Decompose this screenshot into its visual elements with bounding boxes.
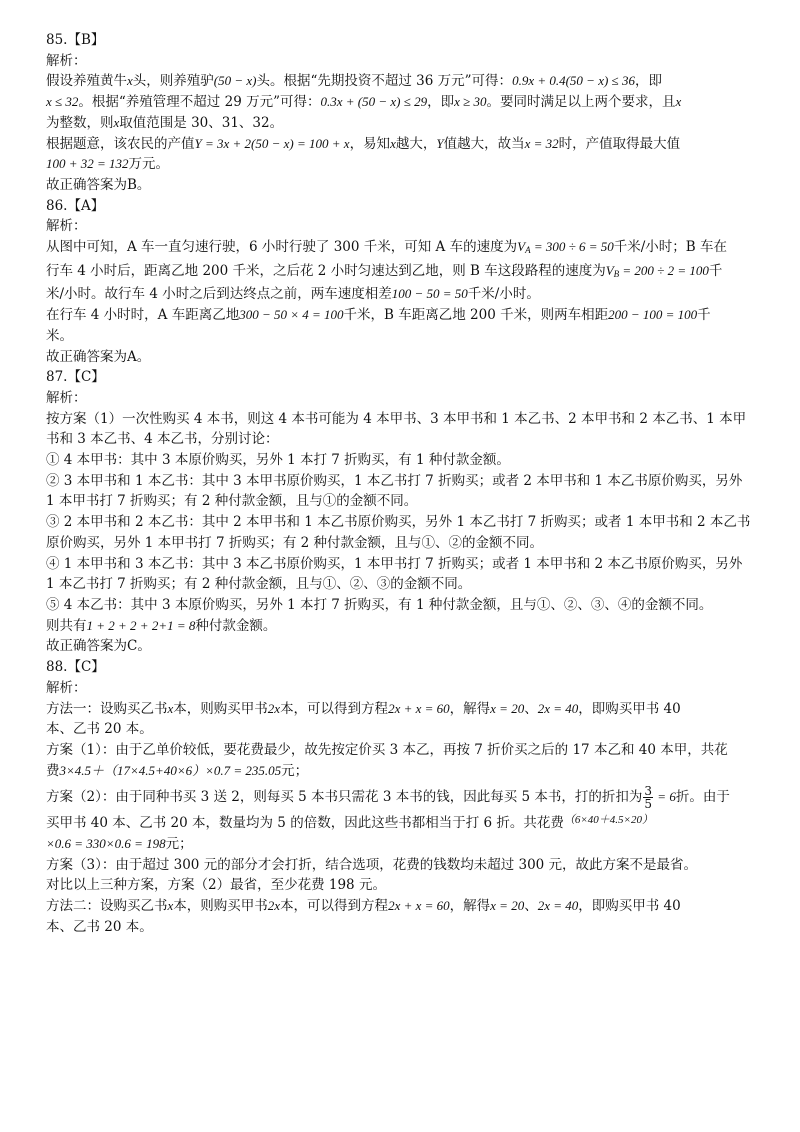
line-text: 行车 4 小时后，距离乙地 200 千米，之后花 2 小时匀速达到乙地，则 B 车这段路程的速度为: [46, 262, 606, 279]
math-expression: 2x: [267, 700, 281, 716]
text-line: [46, 261, 754, 285]
math-expression: V: [517, 239, 526, 255]
line-text: 种付款金额。: [195, 617, 277, 634]
fraction-denominator: 5: [644, 797, 653, 812]
line-text: 假设养殖黄牛: [46, 73, 127, 90]
math-expression: x ≤ 32: [46, 94, 79, 110]
line-text: 解析：: [46, 679, 87, 696]
math-expression: = 6: [654, 789, 676, 805]
line-text: 本，可以得到方程: [280, 700, 389, 717]
line-text: 米。: [46, 327, 73, 344]
text-line: [46, 71, 754, 92]
text-line: [46, 175, 754, 196]
line-text: 千米/小时。: [467, 286, 540, 303]
line-text: 对比以上三种方案，方案（2）最省，至少花费 198 元。: [46, 877, 386, 894]
text-line: [46, 388, 754, 409]
math-expression: 100 − 50 = 50: [391, 286, 468, 302]
line-text: ，解得: [449, 898, 491, 915]
line-text: ⑤ 4 本乙书：其中 3 本原价购买，另外 1 本打 7 折购买，有 1 种付款金额，且与①、②、③、④的金额不同。: [46, 596, 713, 613]
fraction: [643, 785, 653, 810]
text-line: [46, 30, 754, 51]
line-text: 本、乙书 20 本。: [46, 721, 153, 738]
math-expression: = 200 ÷ 2 = 100: [619, 262, 709, 278]
math-expression: 2x + x = 60: [388, 700, 450, 716]
line-text: 买甲书 40 本、乙书 20 本，数量均为 5 的倍数，因此这些书都相当于打 6 折。共花费: [46, 815, 564, 832]
line-text: 千: [708, 262, 723, 279]
text-line: [46, 429, 754, 450]
text-line: [46, 154, 754, 175]
line-text: 元；: [281, 762, 309, 779]
text-line: [46, 92, 754, 113]
text-line: [46, 471, 754, 492]
line-text: ，解得: [449, 700, 491, 717]
math-expression: （6×40＋4.5×20）: [563, 814, 653, 827]
line-text: 解析：: [46, 389, 87, 406]
line-text: ，即购买甲书 40: [578, 700, 681, 717]
text-line: [46, 284, 754, 305]
line-text: 则共有: [46, 617, 87, 634]
text-line: [46, 834, 754, 855]
line-text: 解析：: [46, 52, 87, 69]
text-line: [46, 719, 754, 740]
line-text: 按方案（1）一次性购买 4 本书，则这 4 本书可能为 4 本甲书、3 本甲书和 1 本乙书、2 本甲书和 2 本乙书、1 本甲: [46, 410, 747, 427]
line-text: 本、乙书 20 本。: [46, 918, 153, 935]
line-text: 千: [697, 307, 711, 324]
line-text: 越大，: [395, 135, 437, 152]
line-text: 方案（3）：由于超过 300 元的部分才会打折，结合选项，花费的钱数均未超过 300 元，故此方案不是最省。: [46, 856, 698, 873]
line-text: 、: [524, 700, 538, 717]
text-line: [46, 785, 754, 810]
line-text: 折。由于: [675, 789, 730, 806]
line-text: 方案（1）：由于乙单价较低，要花费最少，故先按定价买 3 本乙，再按 7 折价买之后的 17 本乙和 40 本甲，共花: [46, 741, 728, 758]
math-expression: x ≥ 30: [454, 94, 487, 110]
math-expression: x = 32: [524, 135, 559, 151]
line-text: 故正确答案为C。: [46, 638, 151, 655]
line-text: 本，则购买甲书: [173, 898, 268, 915]
line-text: ④ 1 本甲书和 3 本乙书：其中 3 本乙书原价购买，1 本甲书打 7 折购买；或者 1 本甲书和 2 本乙书原价购买，另外: [46, 555, 743, 572]
text-line: [46, 875, 754, 896]
text-line: [46, 595, 754, 616]
line-text: 87.【C】: [46, 369, 105, 386]
line-text: 头。根据“先期投资不超过 36 万元”可得：: [256, 73, 513, 90]
math-expression: 0.3x + (50 − x) ≤ 29: [320, 94, 428, 110]
math-expression: x: [113, 114, 120, 130]
math-expression: 1 + 2 + 2 + 2+1 = 8: [86, 617, 196, 633]
math-expression: V: [605, 262, 614, 278]
line-text: 费: [46, 762, 60, 779]
line-text: 故正确答案为A。: [46, 348, 151, 365]
line-text: 方案（2）：由于同种书买 3 送 2，则每买 5 本书只需花 3 本书的钱，因此每买 5 本书，打的折扣为: [46, 789, 643, 806]
text-line: [46, 657, 754, 678]
text-line: [46, 512, 754, 533]
math-expression: B: [613, 268, 620, 279]
text-line: [46, 450, 754, 471]
line-text: ，即: [634, 73, 662, 90]
text-line: [46, 216, 754, 237]
line-text: ③ 2 本甲书和 2 本乙书：其中 2 本甲书和 1 本乙书原价购买，另外 1 本乙书打 7 折购买；或者 1 本甲书和 2 本乙书: [46, 514, 751, 531]
math-expression: Y = 3x + 2(50 − x) = 100 + x: [194, 135, 350, 151]
line-text: 万元。: [128, 156, 170, 173]
line-text: 。要同时满足以上两个要求，且: [486, 94, 676, 111]
math-expression: Y: [436, 135, 444, 151]
math-expression: 200 − 100 = 100: [608, 307, 698, 323]
line-text: 方法一：设购买乙书: [46, 700, 168, 717]
line-text: ，易知: [349, 135, 391, 152]
line-text: 时，产值取得最大值: [558, 135, 681, 152]
line-text: 本，可以得到方程: [280, 898, 389, 915]
text-line: [46, 134, 754, 155]
line-text: 原价购买，另外 1 本甲书打 7 折购买；有 2 种付款金额，且与①、②的金额不同。: [46, 534, 544, 551]
math-expression: 3×4.5＋（17×4.5+40×6）×0.7 = 235.05: [59, 762, 282, 778]
line-text: 头，则养殖驴: [132, 73, 214, 90]
line-text: ，即: [427, 94, 455, 111]
math-expression: 0.9x + 0.4(50 − x) ≤ 36: [512, 73, 635, 89]
text-line: [46, 740, 754, 761]
math-expression: ×0.6 = 330×0.6 = 198: [46, 836, 166, 852]
line-text: 值越大，故当: [443, 135, 525, 152]
line-text: 米/小时。故行车 4 小时之后到达终点之前，两车速度相差: [46, 286, 392, 303]
line-text: 。根据“养殖管理不超过 29 万元”可得：: [78, 94, 321, 111]
math-expression: 2x + x = 60: [388, 898, 450, 914]
text-line: [46, 636, 754, 657]
line-text: ① 4 本甲书：其中 3 本原价购买，另外 1 本打 7 折购买，有 1 种付款金额。: [46, 452, 510, 469]
math-expression: 2x: [267, 898, 281, 914]
math-expression: x: [167, 898, 174, 914]
line-text: 方法二：设购买乙书: [46, 898, 168, 915]
line-text: 书和 3 本乙书、4 本乙书，分别讨论：: [46, 431, 279, 448]
text-line: [46, 810, 754, 834]
math-expression: 2x = 40: [537, 700, 579, 716]
line-text: 、: [524, 898, 538, 915]
line-text: 85.【B】: [46, 32, 105, 48]
math-expression: x: [390, 135, 396, 151]
text-line: [46, 761, 754, 782]
math-expression: (50 − x): [213, 73, 257, 89]
text-line: [46, 699, 754, 720]
text-line: [46, 196, 754, 217]
math-expression: 300 − 50 × 4 = 100: [239, 307, 344, 323]
text-line: [46, 574, 754, 595]
line-text: 元；: [165, 836, 193, 853]
line-text: 解析：: [46, 218, 87, 235]
text-line: [46, 409, 754, 430]
line-text: 为整数，则: [46, 114, 114, 131]
text-line: [46, 367, 754, 388]
math-expression: x = 20: [490, 700, 525, 716]
text-line: [46, 491, 754, 512]
math-expression: 2x = 40: [537, 898, 579, 914]
text-line: [46, 237, 754, 261]
line-text: 从图中可知，A 车一直匀速行驶，6 小时行驶了 300 千米，可知 A 车的速度为: [46, 239, 518, 256]
math-expression: x: [675, 94, 682, 110]
math-expression: A: [525, 245, 531, 256]
line-text: 千米，B 车距离乙地 200 千米，则两车相距: [343, 307, 609, 324]
text-line: [46, 554, 754, 575]
line-text: 千米/小时；B 车在: [613, 239, 728, 256]
text-line: [46, 326, 754, 347]
text-line: [46, 855, 754, 876]
line-text: 在行车 4 小时时，A 车距离乙地: [46, 307, 240, 324]
line-text: 1 本甲书打 7 折购买；有 2 种付款金额，且与①的金额不同。: [46, 493, 418, 510]
text-line: [46, 917, 754, 938]
line-text: 故正确答案为B。: [46, 176, 151, 193]
fraction-numerator: 3: [644, 784, 653, 799]
text-line: [46, 51, 754, 72]
text-line: [46, 896, 754, 917]
line-text: 本，则购买甲书: [173, 700, 268, 717]
math-expression: x: [127, 73, 133, 89]
line-text: 取值范围是 30、31、32。: [119, 114, 284, 131]
line-text: 88.【C】: [46, 659, 105, 676]
math-expression: x = 20: [490, 898, 525, 914]
math-expression: = 300 ÷ 6 = 50: [530, 239, 614, 255]
line-text: ，即购买甲书 40: [578, 898, 681, 915]
math-expression: 100 + 32 = 132: [46, 156, 129, 172]
line-text: 86.【A】: [46, 197, 105, 214]
text-line: [46, 616, 754, 637]
line-text: ② 3 本甲书和 1 本乙书：其中 3 本甲书原价购买，1 本乙书打 7 折购买；或者 2 本甲书和 1 本乙书原价购买，另外: [46, 472, 743, 489]
text-line: [46, 347, 754, 368]
text-line: [46, 305, 754, 326]
math-expression: x: [167, 700, 174, 716]
text-line: [46, 533, 754, 554]
text-line: [46, 678, 754, 699]
line-text: 根据题意，该农民的产值: [46, 135, 195, 152]
text-line: [46, 113, 754, 134]
line-text: 1 本乙书打 7 折购买；有 2 种付款金额，且与①、②、③的金额不同。: [46, 576, 472, 593]
